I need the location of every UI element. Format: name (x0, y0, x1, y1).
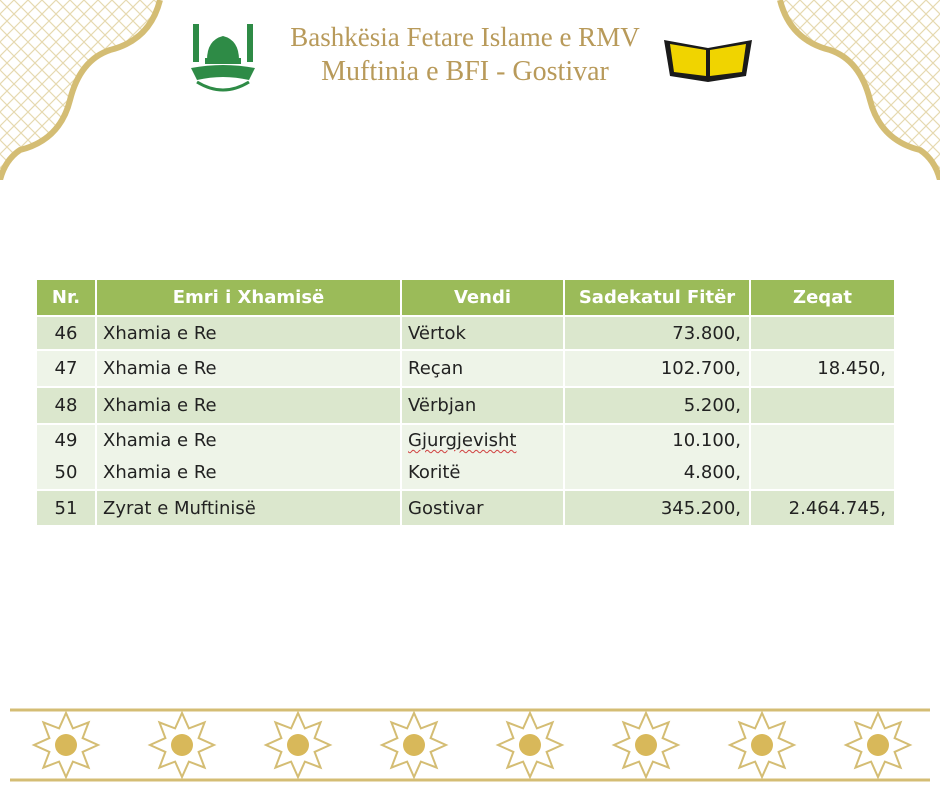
row-zeqat (757, 457, 886, 489)
row-fiter: 5.200, (564, 387, 750, 424)
col-header-name: Emri i Xhamisë (96, 280, 401, 316)
row-name: Xhamia e Re (96, 387, 401, 424)
quran-book-logo-icon (660, 30, 756, 84)
row-name: Zyrat e Muftinisë (96, 490, 401, 525)
row-nr: 47 (37, 350, 96, 387)
col-header-fiter: Sadekatul Fitër (564, 280, 750, 316)
row-zeqat: 2.464.745, (750, 490, 895, 525)
row-name: Xhamia e Re (96, 350, 401, 387)
row-name: Xhamia e Re (96, 316, 401, 350)
row-place: Gostivar (401, 490, 564, 525)
table-row (37, 350, 895, 387)
row-fiter: 73.800, (564, 316, 750, 350)
star-center (287, 734, 309, 756)
col-header-nr: Nr. (37, 280, 96, 316)
row-nr: 51 (37, 490, 96, 525)
star-center (751, 734, 773, 756)
row-nr: 49 (54, 430, 78, 451)
row-place: Koritë (408, 462, 461, 483)
row-fiter: 4.800, (683, 462, 741, 483)
star-center (867, 734, 889, 756)
row-name: Xhamia e Re (103, 430, 217, 451)
mosque-book-logo-icon (183, 18, 263, 98)
header (270, 20, 660, 90)
row-name: Xhamia e Re (103, 462, 217, 483)
row-zeqat (757, 425, 886, 457)
star-center (55, 734, 77, 756)
office-name: Muftinia e BFI - Gostivar (321, 56, 609, 87)
star-center (171, 734, 193, 756)
row-nr: 48 (37, 387, 96, 424)
star-center (635, 734, 657, 756)
table-row (37, 316, 895, 350)
col-header-zeqat: Zeqat (750, 280, 895, 316)
corner-ornament-left (0, 0, 210, 180)
table-row (37, 490, 895, 525)
row-place: Vërbjan (401, 387, 564, 424)
row-fiter: 102.700, (564, 350, 750, 387)
table-row (37, 387, 895, 424)
row-zeqat (750, 387, 895, 424)
row-fiter: 10.100, (672, 430, 741, 451)
row-place: Reçan (401, 350, 564, 387)
row-nr: 46 (37, 316, 96, 350)
col-header-place: Vendi (401, 280, 564, 316)
star-center (519, 734, 541, 756)
row-place: Gjurgjevisht (408, 430, 517, 451)
row-zeqat (750, 316, 895, 350)
donations-table (37, 280, 896, 525)
org-name: Bashkësia Fetare Islame e RMV (290, 22, 640, 52)
footer-ornament (10, 706, 930, 784)
table-header-row (37, 280, 895, 316)
star-center (403, 734, 425, 756)
row-fiter: 345.200, (564, 490, 750, 525)
row-nr: 50 (54, 462, 78, 483)
row-place: Vërtok (401, 316, 564, 350)
table-row-merged (37, 424, 895, 490)
corner-ornament-right (730, 0, 940, 180)
row-zeqat: 18.450, (750, 350, 895, 387)
